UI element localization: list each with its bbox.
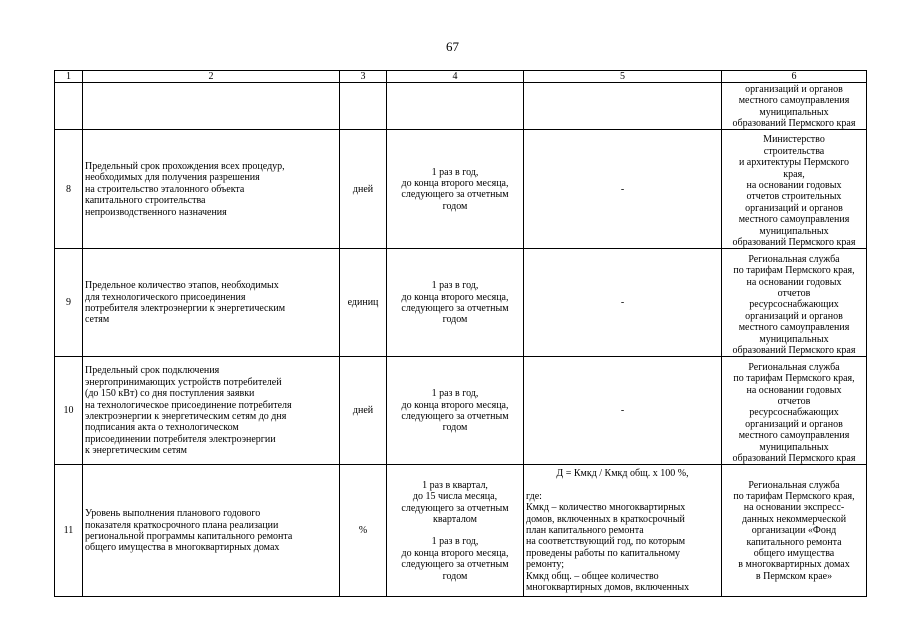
frequency-line: 1 раз в год, (431, 536, 479, 548)
indicator-name (83, 83, 340, 130)
unit (340, 83, 387, 130)
indicator-name-line: к энергетическим сетям (85, 445, 187, 457)
data-source-line: образований Пермского края (732, 345, 856, 356)
indicator-name-line: для технологического присоединения (85, 291, 246, 303)
indicator-name (83, 357, 340, 465)
frequency-line: следующего за отчетным (401, 189, 509, 201)
data-source-line: строительства (763, 145, 825, 157)
table-row (55, 465, 867, 597)
row-number: 11 (55, 465, 83, 597)
data-source-line: Региональная служба (748, 253, 840, 265)
frequency-line: годом (442, 422, 468, 434)
column-number: 4 (387, 71, 524, 83)
frequency-line: до конца второго месяца, (401, 547, 509, 559)
indicator-name-line: электроэнергии к энергетическим сетям до дня (85, 410, 287, 422)
data-source-line: муниципальных (759, 333, 829, 345)
row-number (55, 83, 83, 130)
data-source-line: на основании годовых (746, 276, 842, 288)
data-source-line: организации «Фонд (751, 525, 837, 537)
spacer (526, 480, 719, 491)
data-source (722, 249, 867, 357)
indicator-name-line: общего имущества в многоквартирных домах (85, 542, 280, 554)
indicator-name (83, 249, 340, 357)
column-number: 2 (83, 71, 340, 83)
indicator-name-line: Предельный срок подключения (85, 365, 220, 377)
data-source-line: Министерство (763, 134, 825, 146)
table-row (55, 357, 867, 465)
formula-line: на соответствующий год, по которым (526, 536, 686, 548)
table-row (55, 130, 867, 249)
indicator-name-line: на строительство эталонного объекта (85, 183, 245, 195)
data-source-line: данных некоммерческой (741, 513, 847, 525)
formula-line: план капитального ремонта (526, 525, 644, 536)
indicator-name-line: показателя краткосрочного плана реализации (85, 519, 279, 531)
formula-line: ремонту; (526, 559, 565, 571)
indicator-name-line: присоединении потребителя электроэнергии (85, 433, 276, 445)
calculation-formula-line: - (620, 183, 625, 195)
indicator-name-line: Уровень выполнения планового годового (85, 508, 261, 520)
data-source-line: по тарифам Пермского края, (733, 490, 855, 502)
data-source-line: ресурсоснабжающих (749, 299, 839, 311)
indicator-name-line: на технологическое присоединение потребителя (85, 399, 292, 411)
data-source-line: отчетов (777, 287, 811, 299)
data-source-line: образований Пермского края (732, 118, 856, 129)
calculation-formula (524, 130, 722, 249)
data-source-line: местного самоуправления (738, 322, 850, 334)
indicator-name-line: непроизводственного назначения (85, 206, 227, 218)
data-source-line: по тарифам Пермского края, (733, 373, 855, 385)
indicator-name-line: сетям (85, 314, 110, 326)
data-source-line: ресурсоснабжающих (749, 407, 839, 419)
frequency-line: следующего за отчетным (401, 559, 509, 571)
formula-line: многоквартирных домов, включенных (526, 582, 690, 594)
frequency (387, 130, 524, 249)
frequency (387, 249, 524, 357)
formula-line: Кмкд – количество многоквартирных (526, 502, 686, 514)
data-source-line: муниципальных (759, 441, 829, 453)
unit: единиц (340, 249, 387, 357)
data-source-line: на основании годовых (746, 179, 842, 191)
frequency-line: до конца второго месяца, (401, 399, 509, 411)
data-source-line: образований Пермского края (732, 453, 856, 464)
data-source-line: местного самоуправления (738, 95, 850, 107)
frequency-line: кварталом (433, 514, 477, 525)
calculation-formula (524, 249, 722, 357)
formula-line: Кмкд общ. – общее количество (526, 570, 659, 582)
data-source-line: и архитектуры Пермского (738, 157, 850, 169)
data-source-line: на основании экспресс- (743, 502, 845, 514)
data-source-line: края, (783, 168, 805, 180)
frequency-line: 1 раз в год, (431, 166, 479, 178)
frequency (387, 357, 524, 465)
data-source (722, 130, 867, 249)
data-source-line: Региональная служба (748, 479, 840, 491)
indicator-name-line: капитального строительства (85, 195, 206, 207)
formula-line: проведены работы по капитальному (526, 547, 681, 559)
frequency-line: следующего за отчетным (401, 302, 509, 314)
frequency-line: до 15 числа месяца, (412, 491, 498, 503)
calculation-formula-line: - (620, 405, 625, 417)
data-source-line: местного самоуправления (738, 214, 850, 226)
data-source-line: муниципальных (759, 225, 829, 237)
frequency (387, 465, 524, 597)
frequency-line: следующего за отчетным (401, 502, 509, 514)
column-number: 6 (722, 71, 867, 83)
indicator-name-line: (до 150 кВт) со дня поступления заявки (85, 388, 255, 400)
data-source-line: в Пермском крае» (755, 570, 833, 582)
calculation-formula-line: - (620, 297, 625, 309)
frequency-line: 1 раз в год, (431, 388, 479, 400)
data-source-line: организаций и органов (745, 418, 843, 430)
frequency-line: до конца второго месяца, (401, 178, 509, 189)
unit: дней (340, 357, 387, 465)
column-number: 5 (524, 71, 722, 83)
frequency-line: 1 раз в год, (431, 280, 479, 292)
indicator-name-line: подписания акта о технологическом (85, 422, 239, 434)
data-source-line: организаций и органов (745, 310, 843, 322)
data-source-line: капитального ремонта (746, 536, 842, 548)
formula-line: домов, включенных в краткосрочный (526, 513, 685, 525)
column-number: 3 (340, 71, 387, 83)
calculation-formula (524, 83, 722, 130)
indicator-name-line: необходимых для получения разрешения (85, 172, 260, 184)
data-source-line: организаций и органов (745, 202, 843, 214)
column-number: 1 (55, 71, 83, 83)
indicator-name-line: Предельный срок прохождения всех процедур, (85, 160, 285, 172)
indicator-name-line: потребителя электроэнергии к энергетическим (85, 302, 286, 314)
page-number: 67 (446, 39, 459, 54)
indicator-name-line: Предельное количество этапов, необходимых (85, 280, 279, 292)
indicator-name (83, 130, 340, 249)
data-source-line: муниципальных (759, 106, 829, 118)
unit: дней (340, 130, 387, 249)
data-source-line: отчетов строительных (746, 191, 842, 203)
data-source-line: организаций и органов (745, 83, 843, 95)
indicator-name-line: региональной программы капитального ремонта (85, 530, 293, 542)
data-source-line: образований Пермского края (732, 237, 856, 248)
frequency-line: следующего за отчетным (401, 410, 509, 422)
data-source (722, 357, 867, 465)
row-number: 9 (55, 249, 83, 357)
spacer (389, 525, 521, 536)
frequency (387, 83, 524, 130)
row-number: 8 (55, 130, 83, 249)
data-source (722, 465, 867, 597)
frequency-line: годом (442, 570, 468, 582)
table-row (55, 83, 867, 130)
data-source-line: отчетов (777, 395, 811, 407)
calculation-formula (524, 465, 722, 597)
frequency-line: до конца второго месяца, (401, 291, 509, 303)
calculation-formula (524, 357, 722, 465)
indicator-name (83, 465, 340, 597)
indicator-name-line: энергопринимающих устройств потребителей (85, 376, 282, 388)
data-source-line: Региональная служба (748, 361, 840, 373)
frequency-line: 1 раз в квартал, (422, 479, 488, 491)
formula-line: где: (526, 490, 542, 502)
frequency-line: годом (442, 200, 468, 212)
formula: Д = Кмкд / Кмкд общ. х 100 %, (556, 468, 689, 480)
row-number: 10 (55, 357, 83, 465)
data-source-line: общего имущества (753, 548, 835, 560)
data-source-line: на основании годовых (746, 384, 842, 396)
data-source-line: в многоквартирных домах (738, 559, 850, 571)
indicators-table (54, 70, 867, 597)
table-row (55, 249, 867, 357)
data-source (722, 83, 867, 130)
unit: % (340, 465, 387, 597)
data-source-line: местного самоуправления (738, 430, 850, 442)
frequency-line: годом (442, 314, 468, 326)
column-number-row (55, 71, 867, 83)
data-source-line: по тарифам Пермского края, (733, 265, 855, 277)
